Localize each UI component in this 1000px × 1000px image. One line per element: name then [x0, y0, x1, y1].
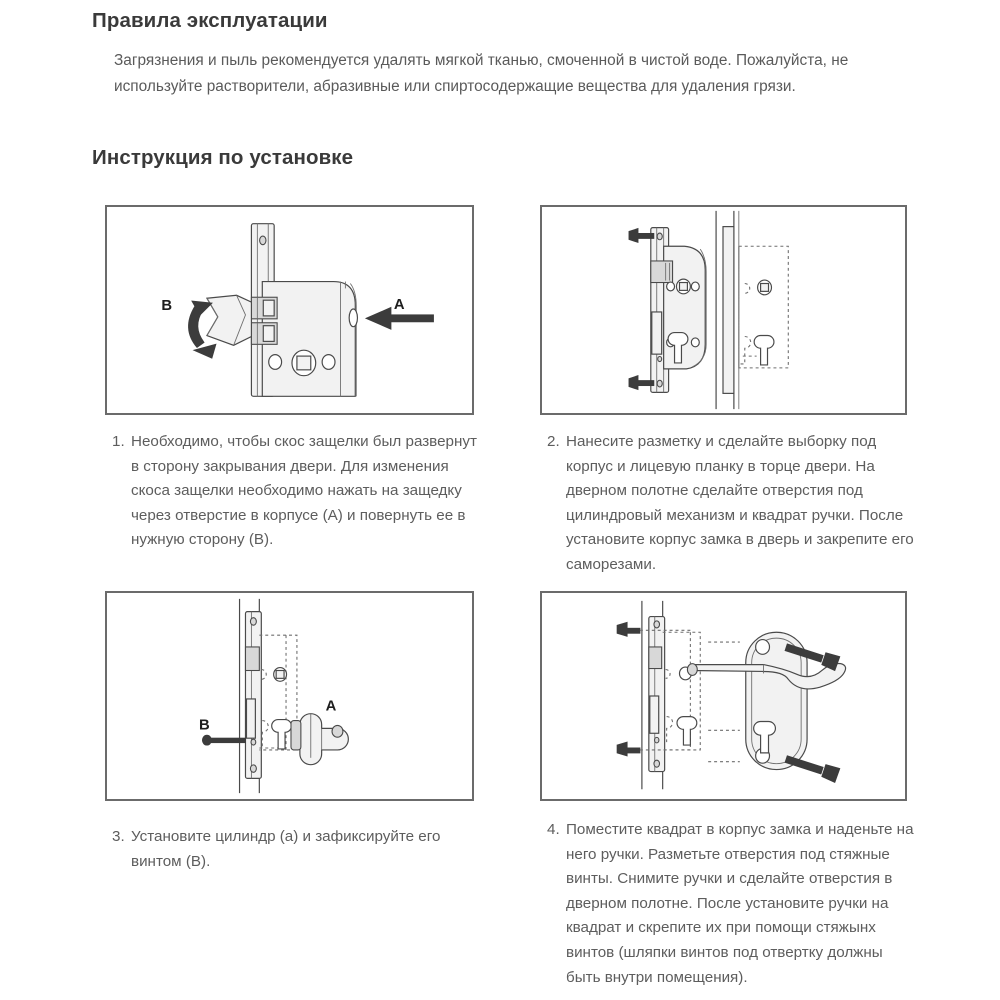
step-number-2: 2.: [547, 433, 560, 450]
screw-bottom-icon: [629, 376, 654, 390]
lock-body-marking-diagram: [542, 207, 905, 413]
step-caption-4: [547, 818, 915, 990]
step-number-3: 3.: [112, 828, 125, 845]
figure-label-a: A: [325, 698, 337, 715]
screw-top-icon: [629, 229, 654, 243]
step-number-1: 1.: [112, 433, 125, 450]
figure-label-a: A: [393, 297, 405, 314]
step-text-3: Установите цилиндр (а) и зафиксируйте его винтом (В).: [131, 828, 441, 870]
step-text-2: Нанесите разметку и сделайте выборку под корпус и лицевую планку в торце двери. На дверном полотне сделайте отверстия под цилиндровый механизм и квадрат ручки. После установите корпус замка в дверь и закрепите его саморезами.: [566, 433, 914, 573]
figure-label-b: B: [161, 298, 173, 314]
tie-screw-bottom-right: [785, 756, 840, 782]
figure-label-b: B: [198, 717, 210, 734]
handle-installation-diagram: [542, 593, 905, 799]
figure-panel-step-2: [540, 205, 907, 415]
step-text-1: Необходимо, чтобы скос защелки был развернут в сторону закрывания двери. Для изменения скоса защелки необходимо нажать на защедку через отверстие в корпусе (A) и повернуть ее в нужную сторону (B).: [131, 433, 477, 549]
section-paragraph-rules: Загрязнения и пыль рекомендуется удалять мягкой тканью, смоченной в чистой воде. Пожалуйста, не используйте растворители, абразивные или спиртосодержащие вещества для удаления грязи.: [114, 52, 849, 95]
section-heading-instructions: Инструкция по установке: [92, 146, 354, 169]
latch-orientation-diagram: [107, 207, 472, 413]
section-heading-rules: Правила эксплуатации: [92, 9, 328, 32]
cylinder-installation-diagram: [107, 593, 472, 799]
figure-panel-step-4: [540, 591, 907, 801]
step-caption-2: [547, 430, 915, 578]
step-caption-1: [112, 430, 477, 553]
euro-cylinder-part: [291, 714, 348, 765]
figure-panel-step-3: [105, 591, 474, 801]
step-text-4: Поместите квадрат в корпус замка и наденьте на него ручки. Разметьте отверстия под стяжные винты. Снимите ручки и сделайте отверстия в дверном полотне. После установите ручки на квадрат и скрепите их при помощи стяжынх винтов (шляпки винтов под отвертку должны быть внутри помещения).: [566, 821, 914, 986]
step-number-4: 4.: [547, 821, 560, 838]
step-caption-3: [112, 825, 477, 874]
figure-panel-step-1: [105, 205, 474, 415]
